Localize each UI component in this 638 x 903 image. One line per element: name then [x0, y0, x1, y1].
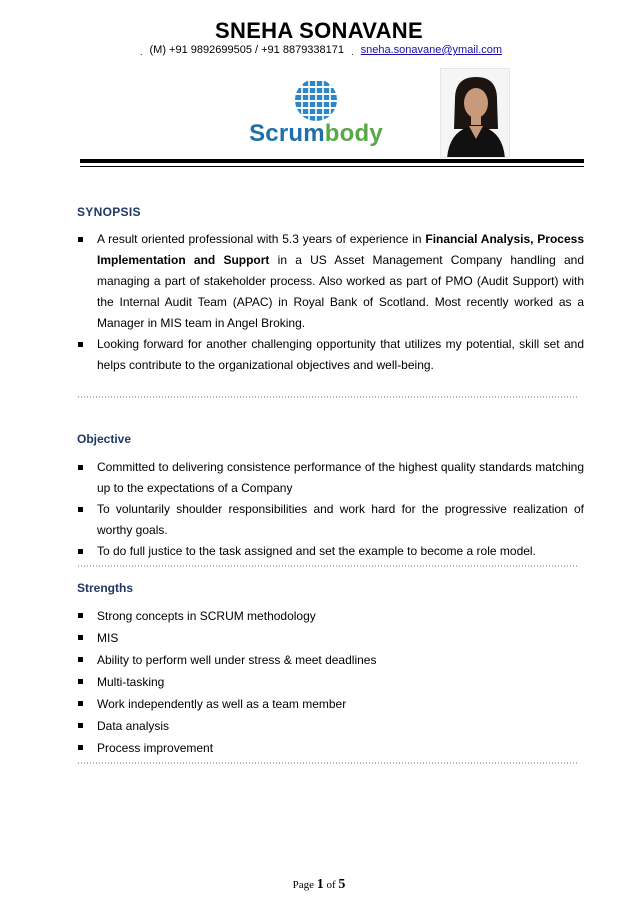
portrait-image — [441, 69, 510, 158]
bullet-square-icon — [78, 635, 83, 640]
dotted-divider — [77, 396, 577, 398]
list-item: Data analysis — [77, 715, 584, 737]
page-label: Page — [292, 879, 314, 891]
bullet-square-icon — [78, 723, 83, 728]
list-item: Work independently as well as a team member — [77, 693, 584, 715]
bullet-square-icon — [78, 679, 83, 684]
candidate-name: SNEHA SONAVANE — [215, 18, 423, 43]
bullet-square-icon — [78, 657, 83, 662]
bullet-square-icon — [78, 237, 83, 242]
profile-photo — [440, 68, 510, 158]
contact-line — [0, 44, 638, 57]
list-item: MIS — [77, 627, 584, 649]
strengths-list — [77, 605, 584, 759]
bullet-square-icon — [78, 745, 83, 750]
objective-list — [77, 457, 584, 562]
synopsis-list — [77, 229, 584, 376]
logo-word-scrum: Scrum — [249, 120, 325, 147]
dotted-divider — [77, 762, 577, 764]
list-item: Committed to delivering consistence performance of the highest quality standards matching up to the expectations of a Company — [77, 457, 584, 499]
bullet-square-icon — [78, 507, 83, 512]
list-item: Looking forward for another challenging opportunity that utilizes my potential, skill set and helps contribute to the organizational objectives and well-being. — [77, 334, 584, 376]
synopsis-heading: SYNOPSIS — [77, 205, 141, 219]
bullet-square-icon — [78, 549, 83, 554]
list-item: Process improvement — [77, 737, 584, 759]
dotted-divider — [77, 565, 577, 567]
list-item: Strong concepts in SCRUM methodology — [77, 605, 584, 627]
header-rule-thin — [80, 166, 584, 167]
page-number: 1 — [316, 877, 324, 892]
phone-numbers: (M) +91 9892699505 / +91 8879338171 — [149, 44, 345, 56]
list-item: To voluntarily shoulder responsibilities and work hard for the progressive realization of worthy goals. — [77, 499, 584, 541]
bullet-square-icon — [78, 465, 83, 470]
header-rule-thick — [80, 159, 584, 163]
email-link[interactable]: sneha.sonavane@ymail.com — [360, 44, 503, 56]
list-item: To do full justice to the task assigned and set the example to become a role model. — [77, 541, 584, 562]
separator-dot: . — [139, 47, 143, 57]
bullet-square-icon — [78, 701, 83, 706]
scrumbody-logo — [246, 76, 386, 156]
of-label: of — [326, 879, 336, 891]
page-total: 5 — [338, 877, 346, 892]
logo-word-body: body — [324, 120, 383, 147]
globe-icon — [246, 76, 386, 126]
separator-dot: . — [351, 47, 354, 57]
page-footer — [0, 877, 638, 893]
list-item: Multi-tasking — [77, 671, 584, 693]
list-item: A result oriented professional with 5.3 years of experience in Financial Analysis, Process Implementation and Support in a US Asset Management Company handling and managing a part of stakeholder process. Also worked as part of PMO (Audit Support) with the Internal Audit Team (APAC) in Royal Bank of Scotland. Most recently worked as a Manager in MIS team in Angel Broking. — [77, 229, 584, 334]
list-item: Ability to perform well under stress & meet deadlines — [77, 649, 584, 671]
strengths-heading: Strengths — [77, 581, 134, 595]
bullet-square-icon — [78, 613, 83, 618]
logo-wordmark — [246, 120, 386, 148]
objective-heading: Objective — [77, 432, 132, 446]
bullet-square-icon — [78, 342, 83, 347]
